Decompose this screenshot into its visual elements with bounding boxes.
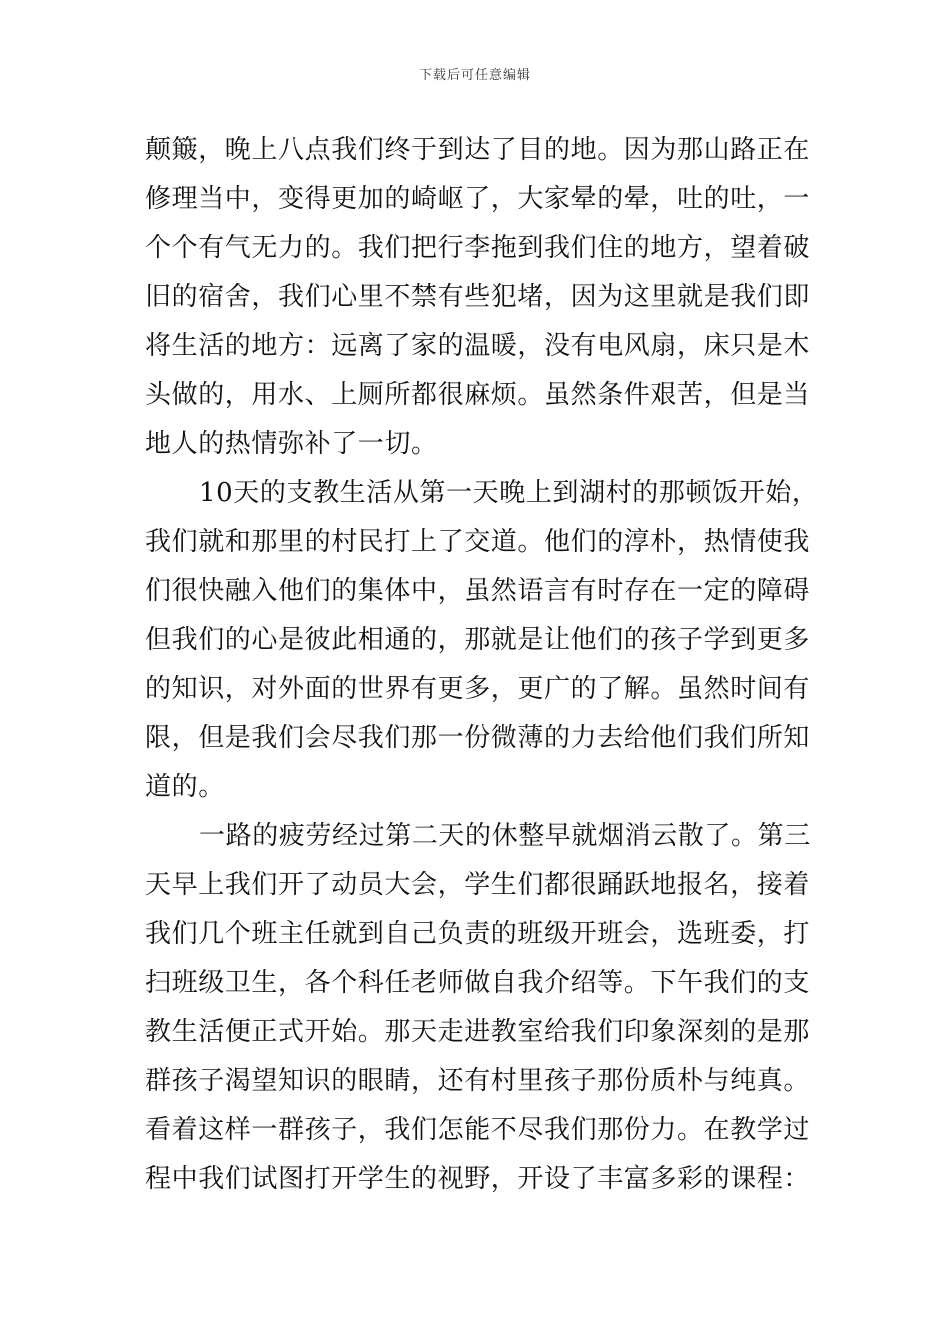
text-line: 我们几个班主任就到自己负责的班级开班会，选班委，打 xyxy=(145,919,811,949)
text-line: 程中我们试图打开学生的视野，开设了丰富多彩的课程： xyxy=(145,1164,811,1194)
text-line: 扫班级卫生，各个科任老师做自我介绍等。下午我们的支 xyxy=(145,968,811,998)
document-body xyxy=(145,126,819,1204)
text-line: 将生活的地方：远离了家的温暖，没有电风扇，床只是木 xyxy=(145,331,811,361)
text-line: 群孩子渴望知识的眼睛，还有村里孩子那份质朴与纯真。 xyxy=(145,1066,811,1096)
page-header: 下载后可任意编辑 xyxy=(418,68,531,83)
text-line: 旧的宿舍，我们心里不禁有些犯堵，因为这里就是我们即 xyxy=(145,282,811,312)
text-line: 头做的，用水、上厕所都很麻烦。虽然条件艰苦，但是当 xyxy=(145,380,811,410)
text-line: 道的。 xyxy=(145,772,225,802)
paragraph-1 xyxy=(145,126,811,469)
paragraph-2 xyxy=(145,469,819,812)
paragraph-3 xyxy=(145,812,811,1204)
text-line: 10天的支教生活从第一天晚上到湖村的那顿饭开始， xyxy=(199,478,819,508)
text-line: 颠簸，晚上八点我们终于到达了目的地。因为那山路正在 xyxy=(145,135,811,165)
text-line: 的知识，对外面的世界有更多，更广的了解。虽然时间有 xyxy=(145,674,811,704)
text-line: 一路的疲劳经过第二天的休整早就烟消云散了。第三 xyxy=(199,821,811,851)
text-line: 教生活便正式开始。那天走进教室给我们印象深刻的是那 xyxy=(145,1017,811,1047)
text-line: 们很快融入他们的集体中，虽然语言有时存在一定的障碍 xyxy=(145,576,811,606)
text-line: 我们就和那里的村民打上了交道。他们的淳朴，热情使我 xyxy=(145,527,811,557)
text-line: 看着这样一群孩子，我们怎能不尽我们那份力。在教学过 xyxy=(145,1115,811,1145)
text-line: 个个有气无力的。我们把行李拖到我们住的地方，望着破 xyxy=(145,233,811,263)
text-line: 限，但是我们会尽我们那一份微薄的力去给他们我们所知 xyxy=(145,723,811,753)
text-line: 但我们的心是彼此相通的，那就是让他们的孩子学到更多 xyxy=(145,625,811,655)
text-line: 修理当中，变得更加的崎岖了，大家晕的晕，吐的吐，一 xyxy=(145,184,811,214)
text-line: 地人的热情弥补了一切。 xyxy=(145,429,438,459)
text-line: 天早上我们开了动员大会，学生们都很踊跃地报名，接着 xyxy=(145,870,811,900)
